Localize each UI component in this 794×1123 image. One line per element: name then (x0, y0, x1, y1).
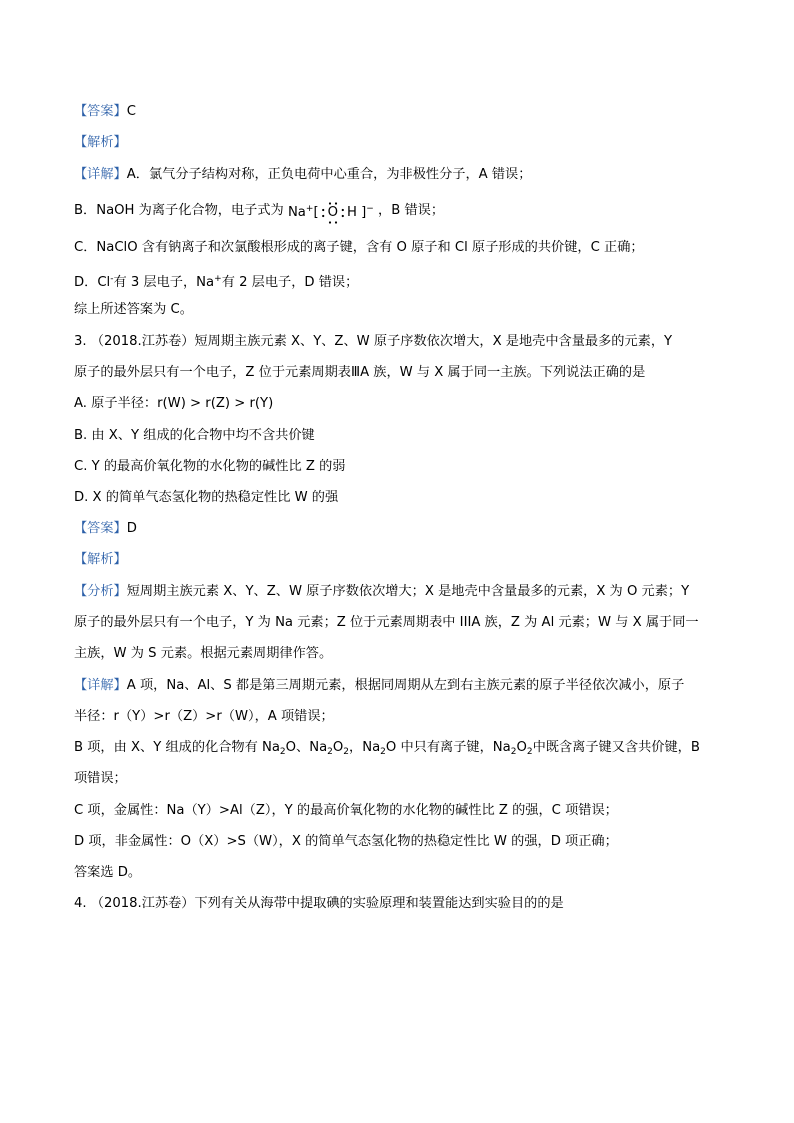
answer-value: D (126, 521, 137, 536)
q2-answer-line (74, 103, 136, 121)
q4-stem (74, 895, 564, 913)
analysis-tag: 【解析】 (74, 135, 127, 150)
q3-stem-text1: 3. （2018.江苏卷）短周期主族元素 X、Y、Z、W 原子序数依次增大，X 是地壳中含量最多的元素，Y (74, 334, 673, 349)
ed-open-bracket: [ (313, 205, 319, 220)
detail-b-part5: O 中只有离子键，Na (385, 740, 511, 755)
q3-detail-b-line1 (74, 739, 700, 761)
detail-d-sup1: - (110, 274, 114, 284)
q3-option-c (74, 458, 345, 476)
q3-detail-a-line2 (74, 708, 334, 726)
ed-close-bracket: ] (361, 205, 367, 220)
option-a-text: A. 原子半径：r(W) > r(Z) > r(Y) (74, 396, 274, 411)
q3-stem-line1 (74, 333, 672, 351)
detail-b-sub2: 2 (327, 747, 333, 757)
detail-tag: 【详解】 (74, 678, 127, 693)
q3-fenxi-line2 (74, 614, 699, 632)
detail-d-part3: 有 2 层电子，D 错误； (221, 275, 359, 290)
detail-b-part1: B 项，由 X、Y 组成的化合物有 Na (74, 740, 280, 755)
detail-b-part4: ，Na (349, 740, 381, 755)
lone-pair-dots (322, 202, 344, 224)
q3-stem-line2 (74, 364, 645, 382)
q3-answer-line (74, 520, 137, 538)
q3-option-d (74, 489, 338, 507)
detail-d-part2: 有 3 层电子，Na (113, 275, 215, 290)
q2-analysis-heading (74, 134, 127, 152)
q4-stem-text: 4. （2018.江苏卷）下列有关从海带中提取碘的实验原理和装置能达到实验目的的是 (74, 896, 564, 911)
detail-a-text: A．氯气分子结构对称，正负电荷中心重合，为非极性分子，A 错误； (126, 167, 532, 182)
q3-fenxi-line1 (74, 583, 689, 601)
ed-na: Na (287, 205, 306, 220)
q3-option-b (74, 427, 315, 445)
q3-detail-a-line1 (74, 677, 684, 695)
q3-detail-b-line2 (74, 770, 127, 788)
fenxi-tag: 【分析】 (74, 584, 127, 599)
q3-analysis-heading (74, 551, 127, 569)
q2-detail-d (74, 270, 358, 292)
q2-summary (74, 301, 193, 319)
detail-a-text2: 半径：r（Y）>r（Z）>r（W），A 项错误； (74, 709, 334, 724)
ed-minus: − (366, 204, 374, 214)
detail-b-sub4: 2 (380, 747, 386, 757)
detail-b-sub5: 2 (510, 747, 517, 757)
answer-tag: 【答案】 (74, 104, 127, 119)
detail-b-prefix: B．NaOH 为离子化合物，电子式为 (74, 203, 284, 218)
detail-b-suffix: ，B 错误； (378, 203, 445, 218)
ed-plus: + (305, 204, 314, 214)
electron-formula-naoh (288, 200, 374, 222)
q3-detail-c (74, 802, 618, 820)
fenxi-text2: 原子的最外层只有一个电子，Y 为 Na 元素；Z 位于元素周期表中 IIIA 族，Z 为 Al 元素；W 与 X 属于同一 (74, 615, 699, 630)
ed-o: O (327, 205, 338, 220)
detail-a-text1: A 项，Na、Al、S 都是第三周期元素，根据同周期从左到右主族元素的原子半径依次减小，原子 (126, 678, 685, 693)
q3-option-a (74, 395, 273, 413)
q3-summary (74, 864, 141, 882)
detail-b-part6: O (516, 740, 527, 755)
detail-b-text2: 项错误； (74, 771, 127, 786)
detail-b-part2: O、Na (285, 740, 328, 755)
q2-detail-a (74, 166, 531, 184)
option-c-text: C. Y 的最高价氧化物的水化物的碱性比 Z 的弱 (74, 459, 346, 474)
answer-value: C (126, 104, 136, 119)
q3-detail-d (74, 833, 618, 851)
detail-b-sub1: 2 (279, 747, 286, 757)
q3-stem-text2: 原子的最外层只有一个电子，Z 位于元素周期表ⅢA 族，W 与 X 属于同一主族。下列说法正确的是 (74, 365, 646, 380)
detail-d-part1: D．Cl (74, 275, 111, 290)
detail-d-sup2: + (214, 274, 222, 284)
analysis-tag: 【解析】 (74, 552, 127, 567)
ed-oxygen-with-dots (323, 204, 343, 222)
q2-detail-b (74, 200, 444, 222)
q3-fenxi-line3 (74, 645, 332, 663)
summary-text: 答案选 D。 (74, 865, 142, 880)
detail-b-part7: 中既含离子键又含共价键，B (532, 740, 700, 755)
summary-text: 综上所述答案为 C。 (74, 302, 193, 317)
q2-detail-c (74, 239, 644, 257)
detail-d-text: D 项，非金属性：O（X）>S（W），X 的简单气态氢化物的热稳定性比 W 的强，D 项正确； (74, 834, 618, 849)
detail-b-sub6: 2 (526, 747, 533, 757)
detail-b-sub3: 2 (343, 747, 350, 757)
detail-b-part3: O (332, 740, 344, 755)
answer-tag: 【答案】 (74, 521, 127, 536)
fenxi-text1: 短周期主族元素 X、Y、Z、W 原子序数依次增大；X 是地壳中含量最多的元素，X 为 O 元素；Y (126, 584, 690, 599)
detail-c-text: C．NaClO 含有钠离子和次氯酸根形成的离子键，含有 O 原子和 Cl 原子形成的共价键，C 正确； (74, 240, 644, 255)
detail-c-text: C 项，金属性：Na（Y）>Al（Z），Y 的最高价氧化物的水化物的碱性比 Z 的强，C 项错误； (74, 803, 618, 818)
fenxi-text3: 主族，W 为 S 元素。根据元素周期律作答。 (74, 646, 333, 661)
option-b-text: B. 由 X、Y 组成的化合物中均不含共价键 (74, 428, 315, 443)
option-d-text: D. X 的简单气态氢化物的热稳定性比 W 的强 (74, 490, 339, 505)
detail-tag: 【详解】 (74, 167, 127, 182)
ed-h: H (347, 205, 357, 220)
